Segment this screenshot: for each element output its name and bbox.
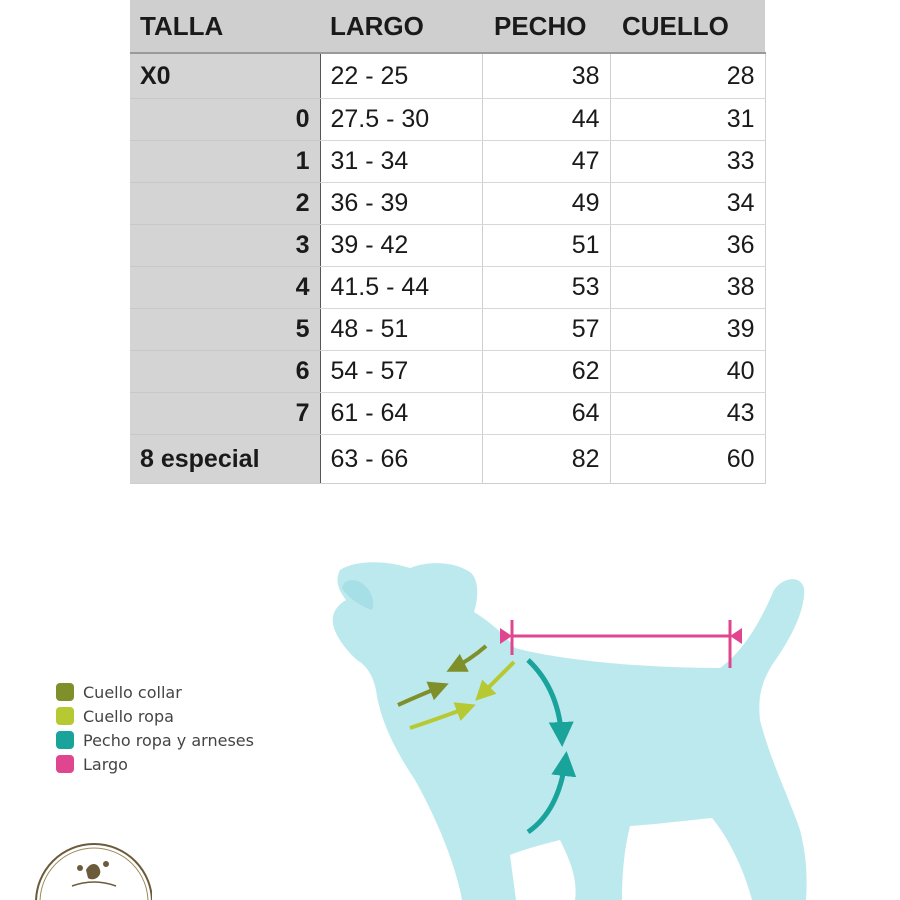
talla-cell: 1 xyxy=(130,141,320,183)
largo-cell: 22 - 25 xyxy=(320,53,482,99)
largo-cell: 27.5 - 30 xyxy=(320,99,482,141)
pecho-cell: 47 xyxy=(482,141,610,183)
cuello-cell: 28 xyxy=(610,53,765,99)
talla-cell: X0 xyxy=(130,53,320,99)
cuello-cell: 43 xyxy=(610,393,765,435)
pecho-cell: 82 xyxy=(482,435,610,484)
legend-label: Cuello collar xyxy=(83,682,182,702)
cuello-cell: 36 xyxy=(610,225,765,267)
pecho-cell: 62 xyxy=(482,351,610,393)
header-talla: TALLA xyxy=(130,0,320,53)
largo-cell: 39 - 42 xyxy=(320,225,482,267)
cuello-cell: 34 xyxy=(610,183,765,225)
largo-cell: 61 - 64 xyxy=(320,393,482,435)
talla-cell: 8 especial xyxy=(130,435,320,484)
legend-swatch xyxy=(56,755,74,773)
talla-cell: 6 xyxy=(130,351,320,393)
cuello-cell: 31 xyxy=(610,99,765,141)
largo-cell: 41.5 - 44 xyxy=(320,267,482,309)
largo-cell: 54 - 57 xyxy=(320,351,482,393)
cuello-cell: 60 xyxy=(610,435,765,484)
header-largo: LARGO xyxy=(320,0,482,53)
pecho-cell: 49 xyxy=(482,183,610,225)
legend-swatch xyxy=(56,707,74,725)
cuello-cell: 33 xyxy=(610,141,765,183)
cuello-cell: 39 xyxy=(610,309,765,351)
talla-cell: 5 xyxy=(130,309,320,351)
largo-cell: 63 - 66 xyxy=(320,435,482,484)
talla-cell: 3 xyxy=(130,225,320,267)
legend-swatch xyxy=(56,683,74,701)
header-cuello: CUELLO xyxy=(610,0,765,53)
cuello-cell: 40 xyxy=(610,351,765,393)
dog-silhouette-icon xyxy=(333,562,807,900)
legend-label: Pecho ropa y arneses xyxy=(83,730,254,750)
legend-item xyxy=(56,704,254,728)
pecho-cell: 51 xyxy=(482,225,610,267)
pecho-cell: 53 xyxy=(482,267,610,309)
legend xyxy=(56,680,254,776)
legend-item xyxy=(56,680,254,704)
talla-cell: 4 xyxy=(130,267,320,309)
legend-item xyxy=(56,752,254,776)
pecho-cell: 64 xyxy=(482,393,610,435)
talla-cell: 2 xyxy=(130,183,320,225)
largo-cell: 36 - 39 xyxy=(320,183,482,225)
talla-cell: 0 xyxy=(130,99,320,141)
legend-item xyxy=(56,728,254,752)
legend-label: Cuello ropa xyxy=(83,706,174,726)
largo-end-arrow xyxy=(730,628,742,644)
pecho-cell: 57 xyxy=(482,309,610,351)
cuello-cell: 38 xyxy=(610,267,765,309)
legend-swatch xyxy=(56,731,74,749)
talla-cell: 7 xyxy=(130,393,320,435)
pecho-cell: 44 xyxy=(482,99,610,141)
pecho-cell: 38 xyxy=(482,53,610,99)
logo-emblem-icon xyxy=(32,838,152,900)
legend-label: Largo xyxy=(83,754,128,774)
header-pecho: PECHO xyxy=(482,0,610,53)
largo-cell: 48 - 51 xyxy=(320,309,482,351)
largo-cell: 31 - 34 xyxy=(320,141,482,183)
